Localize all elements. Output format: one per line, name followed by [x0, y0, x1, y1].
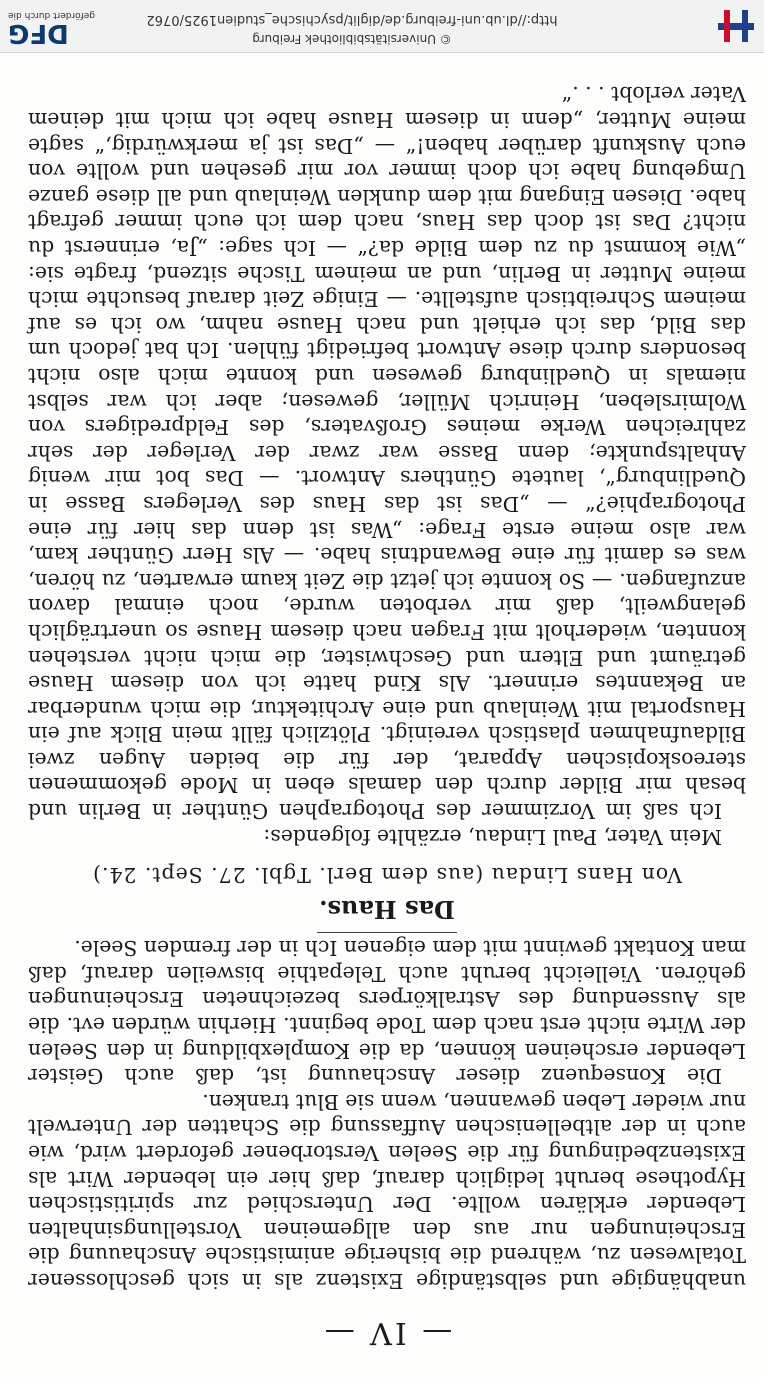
university-library-logo-icon: [714, 6, 758, 46]
page-number-header: — IV —: [321, 1315, 453, 1350]
dfg-caption: gefördert durch die: [8, 10, 95, 20]
paragraph-totalwesen: unabhängige und selbständige Existenz als in sich geschlossener Totalwesen zu, während die bisherige animistische Anschauung die Erscheinungen nur aus den allgemeinen Vorstellungsinhalten Lebender erklären wollte. Der Unterschied zur spiritistischen Hypothese beruht lediglich darauf, daß hier ein lebender Wirt als Existenzbedingung für die Seelen Verstorbener gefordert wird, wie auch in der altbellenischen Auffassung die Schatten der Unterwelt nur wieder Leben gewannen, wenn sie Blut tranken.: [28, 1089, 746, 1293]
paragraph-konsequenz: Die Konsequenz dieser Anschauung ist, daß auch Geister Lebender erscheinen können, da die Komplexbildung in den Seelen der Wirte nicht erst nach dem Tode beginnt. Hierhin würden evt. die als Aussendung des Astralkörpers bezeichneten Erscheinungen gehören. Vielleicht beruht auch Telepathie bisweilen darauf, daß man Kontakt gewinnt mit dem eigenen Ich in der fremden Seele.: [28, 936, 746, 1089]
section-divider: [317, 932, 457, 933]
paragraph-story: Ich saß im Vorzimmer des Photographen Günther in Berlin und besah mir Bilder durch den damals eben in Mode gekommenen stereoskopischen Apparat, der für die beiden Augen zwei Bildaufnahmen plastisch vereinigt. Plötzlich fällt mein Blick auf ein Hausportal mit Weinlaub und eine Architektur, die mich wunderbar an Bekanntes erinnert. Als Kind hatte ich von diesem Hause geträumt und Eltern und Geschwister, die mich nicht verstehen konnten, wiederholt mit Fragen nach diesem Hause so unerträglich gelangweilt, daß mir verboten wurde, noch einmal davon anzufangen. — So konnte ich jetzt die Zeit kaum erwarten, zu hören, was es damit für eine Bewandtnis habe. — Als Herr Günther kam, war also meine erste Frage: „Was ist denn das hier für eine Photographie?“ — „Das ist das Haus des Verlegers Basse in Quedlinburg“, lautete Günthers Antwort. — Das bot mir wenig Anhaltspunkte; denn Basse war zwar der Verleger der sehr zahlreichen Werke meines Großvaters, des Feldpredigers von Wolmirsleben, Heinrich Müller, gewesen; aber ich war selbst niemals in Quedlinburg gewesen und konnte mich also nicht besonders durch diese Antwort befriedigt fühlen. Ich bat jedoch um das Bild, das ich erhielt und nach Hause nahm, wo ich es auf meinem Schreibtisch aufstellte. — Einige Zeit darauf besuchte mich meine Mutter in Berlin, und an meinem Tische sitzend, fragte sie: „Wie kommst du zu dem Bilde da?“ — Ich sage: „Ja, erinnerst du nicht? Das ist doch das Haus, nach dem ich euch immer gefragt habe. Diesen Eingang mit dem dunklen Weinlaub und all diese ganze Umgebung habe ich doch immer vor mir gesehen und wollte von euch Auskunft darüber haben!“ — „Das ist ja merkwürdig,“ sagte meine Mutter, „denn in diesem Hause habe ich mich mit deinem Vater verlobt . . .“: [28, 82, 746, 824]
book-page: [28, 81, 746, 1350]
viewer-footer: [0, 0, 764, 53]
copyright-text: © Universitätsbibliothek Freiburg: [252, 32, 452, 46]
footer-text: [100, 12, 604, 46]
paragraph-intro: Mein Vater, Paul Lindau, erzählte folgendes:: [263, 824, 722, 849]
article-byline: Von Hans Lindau (aus dem Berl. Tgbl. 27. Sept. 24.): [92, 862, 682, 887]
dfg-logo: [8, 10, 100, 46]
article-title: Das Haus.: [319, 894, 455, 924]
source-url-link[interactable]: http://dl.ub.uni-freiburg.de/diglit/psychische_studien1925/0762: [146, 12, 558, 27]
dfg-logo-mark: DFG: [8, 18, 69, 48]
